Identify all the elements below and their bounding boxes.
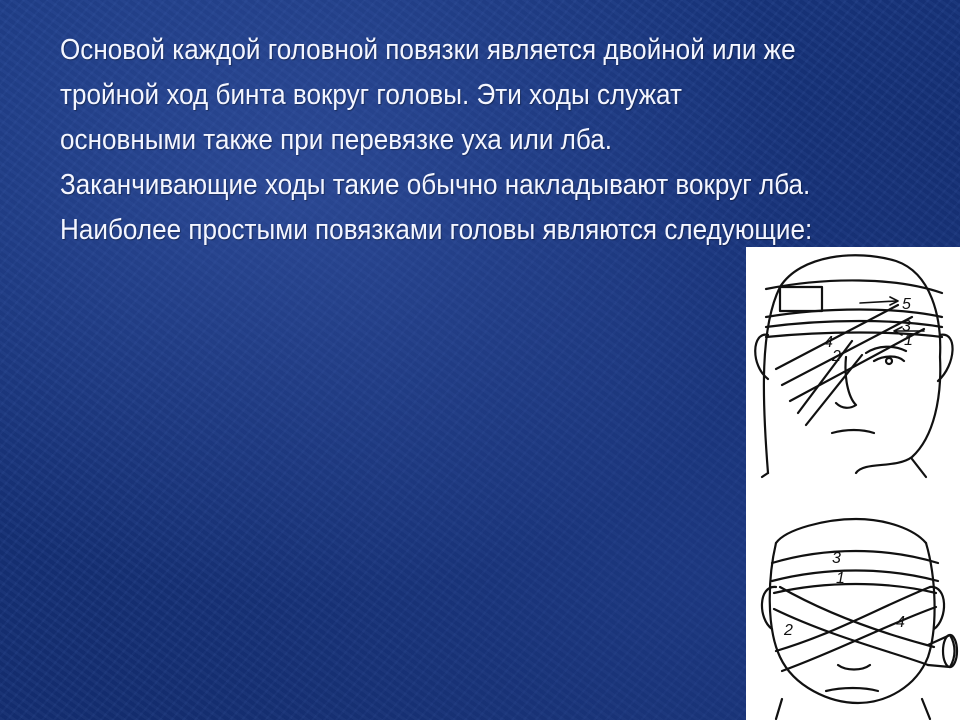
bandage-drawing	[746, 247, 960, 720]
paragraph-finishing-turns: Заканчивающие ходы такие обычно накладывают вокруг лба.	[60, 169, 811, 201]
paragraph-simple-bandages: Наиболее простыми повязками головы являются следующие:	[60, 214, 813, 246]
bandage-bottom	[772, 551, 957, 691]
label-4: 4	[824, 334, 833, 351]
label-1: 1	[904, 332, 913, 349]
label-bottom-3: 3	[832, 550, 841, 567]
label-bottom-4: 4	[896, 614, 905, 631]
label-3: 3	[902, 318, 911, 335]
label-2: 2	[832, 348, 841, 365]
slide-text	[60, 28, 816, 253]
bandage-illustration	[746, 247, 960, 720]
label-bottom-1: 1	[836, 570, 845, 587]
label-bottom-2: 2	[784, 622, 793, 639]
label-5: 5	[902, 296, 911, 313]
paragraph-intro: Основой каждой головной повязки является двойной или же тройной ход бинта вокруг головы. Эти ходы служат основными также при перевязке уха или лба.	[60, 34, 796, 156]
